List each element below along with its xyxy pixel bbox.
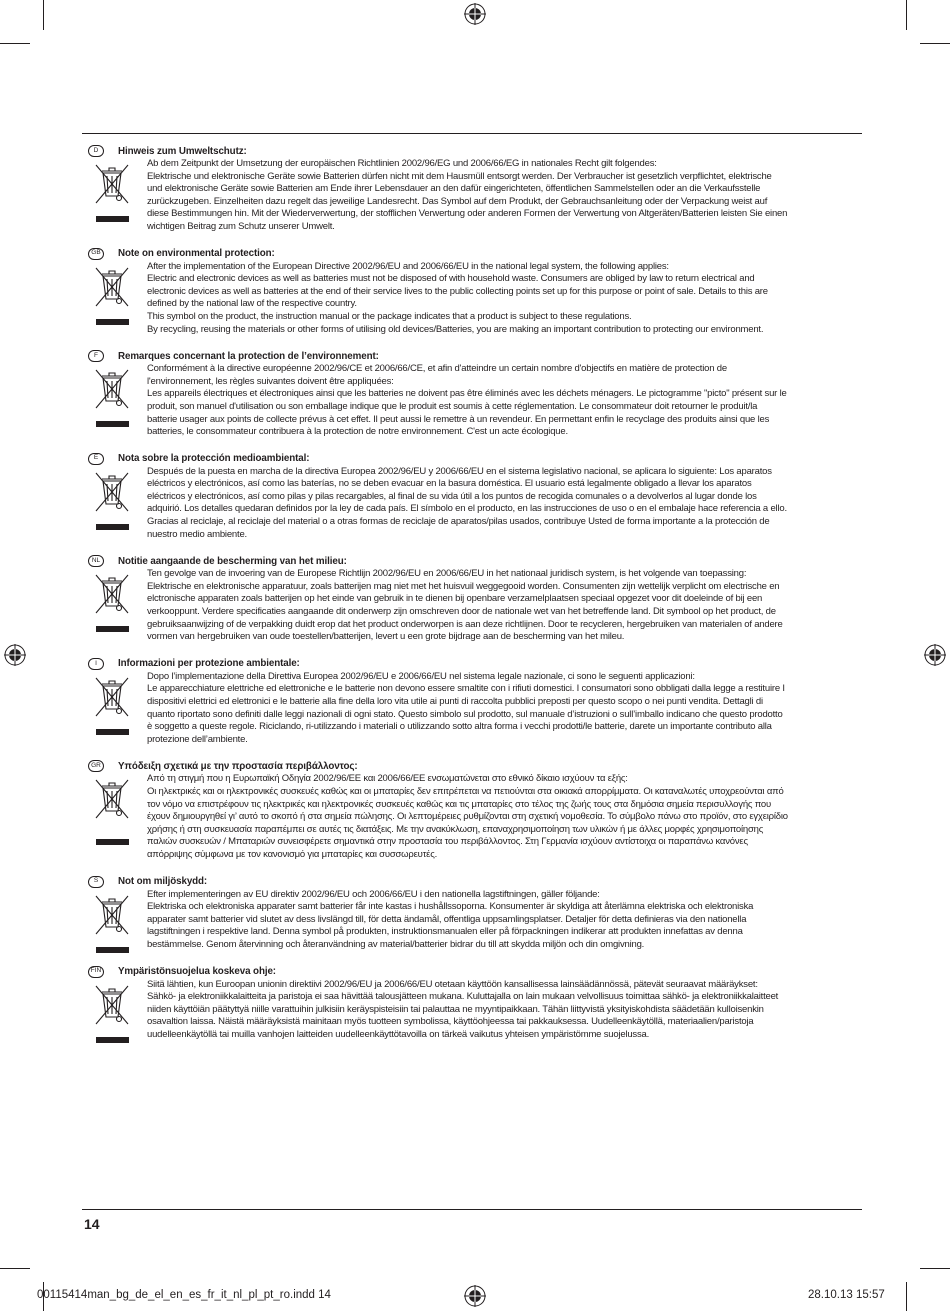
country-code-badge: S [88, 876, 104, 888]
section-title: Hinweis zum Umweltschutz: [118, 145, 247, 157]
section-body [82, 363, 788, 439]
weee-symbol [82, 466, 147, 542]
paragraph: Les appareils électriques et électroniques ainsi que les batteries ne doivent pas être éliminés avec les déchets ménagers. Le pictogramme "picto" présent sur le produit, son manuel d'utilisation ou son emballage indique que le produit est soumis à cette réglementation. Le consommateur doit retourner le produit/la batterie usager aux points de collecte prévus à cet effet. Il peut aussi le remettre à un revendeur. En permettant enfin le recyclage des produits ainsi que les batteries, le consommateur contribuera à la protection de notre environnement. C'est un acte écologique. [147, 388, 787, 438]
section-title: Not om miljöskydd: [118, 876, 208, 888]
paragraph: Efter implementeringen av EU direktiv 2002/96/EU och 2006/66/EU i den nationella lagstiftningen, gäller följande: [147, 888, 600, 900]
symbol-underbar [96, 524, 129, 530]
crossed-out-wheeled-bin-icon [92, 983, 132, 1027]
crossed-out-wheeled-bin-icon [92, 777, 132, 821]
crop-mark [920, 1268, 950, 1269]
crop-mark [0, 43, 30, 44]
paragraph: This symbol on the product, the instruction manual or the package indicates that a product is subject to these regulations. [147, 310, 632, 322]
country-code-badge: D [88, 145, 104, 157]
section-text [147, 261, 788, 337]
symbol-underbar [96, 729, 129, 735]
paragraph: Sähkö- ja elektroniikkalaitteita ja paristoja ei saa hävittää talousjätteen mukana. Kuluttajalla on lain mukaan velvollisuus toimittaa sähkö- ja elektroniikkalaitteet niiden käyttöiän päätyttyä niille varattuihin julkisiin keräyspisteisiin tai palauttaa ne myyntipaikkaan. Tähän liittyvistä yksityiskohdista säädetään kulloisenkin osavaltion laissa. Näistä määräyksistä mainitaan myös tuotteen symbolissa, käyttöohjeessa tai pakkauksessa. Uudelleenkäytöllä, materiaalien/paristoja uudelleenkäytöllä tai muilla vanhojen laitteiden uudelleenkäyttötavoilla on tärkeä vaikutus yhteisen ympäristömme suojelussa. [147, 991, 779, 1040]
section-text [147, 889, 788, 952]
top-rule [82, 133, 862, 134]
language-section [82, 658, 788, 747]
paragraph: Electric and electronic devices as well as batteries must not be disposed of with household waste. Consumers are obliged by law to return electrical and electronic devices as well as batteries at the end of their service lives to the public collecting points set up for this purpose or point of sale. Details to this are defined by the national law of the respective country. [147, 273, 768, 310]
country-code-badge: E [88, 453, 104, 465]
section-title: Note on environmental protection: [118, 248, 275, 260]
paragraph: Οι ηλεκτρικές και οι ηλεκτρονικές συσκευές καθώς και οι μπαταρίες δεν επιτρέπεται να πετιούνται στα οικιακά απορρίμματα. Οι καταναλωτές υποχρεούνται από τον νόμο να επιστρέφουν τις ηλεκτρικές και ηλεκτρονικές συσκευές καθώς και τις μπαταρίες στο τέλος της ζωής τους στα δημόσια σημεία περισυλλογής που έχουν δημιουργηθεί γι’ αυτό το σκοπό ή στα σημεία πώλησης. Οι λεπτομέρειες ρυθμίζονται στη σχετική νομοθεσία. Το σύμβολο πάνω στο προϊόν, στο εγχειρίδιο χρήσης ή στη συσκευασία παραπέμπει σε αυτές τις διατάξεις. Με την ανακύκλωση, επαναχρησιμοποίηση των υλικών ή με άλλες μορφές χρησιμοποίησης παλιών συσκευών / Μπαταριών συνεισφέρετε σημαντικά στην προστασία του περιβάλλοντος. Στη Γερμανία ισχύουν αντίστοιχα οι παραπάνω κανόνες απόρριψης σύμφωνα με τον κανονισμό για μπαταρίες και συσσωρευτές. [147, 785, 788, 860]
section-title: Υπόδειξη σχετικά με την προστασία περιβάλλοντος: [118, 760, 358, 772]
section-text [147, 158, 788, 234]
section-title: Informazioni per protezione ambientale: [118, 658, 300, 670]
registration-mark-icon [4, 644, 26, 666]
section-heading [82, 453, 788, 465]
footer-date: 28.10.13 15:57 [808, 1289, 885, 1301]
country-code-badge: NL [88, 555, 104, 567]
crossed-out-wheeled-bin-icon [92, 162, 132, 206]
language-section [82, 760, 788, 861]
section-text [147, 363, 788, 439]
section-title: Remarques concernant la protection de l’environnement: [118, 350, 379, 362]
crossed-out-wheeled-bin-icon [92, 675, 132, 719]
country-code-badge: GR [88, 760, 104, 772]
language-section [82, 145, 788, 234]
weee-symbol [82, 158, 147, 234]
section-heading [82, 248, 788, 260]
weee-symbol [82, 568, 147, 644]
section-text [147, 979, 788, 1042]
crop-mark [920, 43, 950, 44]
bottom-rule [82, 1209, 862, 1210]
crop-mark [906, 0, 907, 30]
section-heading [82, 555, 788, 567]
page-number: 14 [84, 1216, 100, 1232]
paragraph: Ten gevolge van de invoering van de Europese Richtlijn 2002/96/EU en 2006/66/EU in het nationaal juridisch system, is het volgende van toepassing: [147, 568, 747, 580]
section-body [82, 671, 788, 747]
section-body [82, 979, 788, 1042]
paragraph: After the implementation of the European Directive 2002/96/EU and 2006/66/EU in the national legal system, the following applies: [147, 260, 669, 272]
country-code-badge: I [88, 658, 104, 670]
language-section [82, 350, 788, 439]
section-text [147, 568, 788, 644]
crop-mark [43, 0, 44, 30]
section-body [82, 466, 788, 542]
paragraph: Elektriska och elektroniska apparater samt batterier får inte kastas i hushållssoporna. Konsumenter är skyldiga att återlämna elektriska och elektroniska apparater samt batterier vid slutet av dess livslängd till, för detta ändamål, offentliga uppsamlingsplatser. Detaljer för detta definieras via den nationella lagstiftningen i respektive land. Denna symbol på produkten, instruktionsmanualen eller på förpackningen indikerar att produkten innefattas av denna bestämmelse. Genom återvinning och återanvändning av material/batterier bidrar du till att skydda miljön och din omgivning. [147, 901, 754, 950]
section-body [82, 889, 788, 952]
section-heading [82, 145, 788, 157]
section-title: Ympäristönsuojelua koskeva ohje: [118, 966, 276, 977]
paragraph: Ab dem Zeitpunkt der Umsetzung der europäischen Richtlinien 2002/96/EG und 2006/66/EG in nationales Recht gilt folgendes: [147, 158, 657, 169]
crop-mark [906, 1282, 907, 1311]
section-heading [82, 876, 788, 888]
language-section [82, 876, 788, 952]
paragraph: Le apparecchiature elettriche ed elettroniche e le batterie non devono essere smaltite con i rifiuti domestici. I consumatori sono obbligati dalla legge a restituire I dispositivi elettrici ed elettronici e le batterie alla fine della loro vita utile ai punti di raccolta pubblici preposti per questo scopo o nei punti vendita. Dettagli di quanto riportato sono definiti dalle leggi nazionali di ogni stato. Questo simbolo sul prodotto, sul manuale d’istruzioni o sull’imballo indicano che questo prodotto è soggetto a queste regole. Riciclando, ri-utilizzando i materiali o utilizzando sotto altra forma i vecchi prodotti/le batterie, darete un importante contributo alla protezione dell’ambiente. [147, 683, 785, 745]
paragraph: By recycling, reusing the materials or other forms of utilising old devices/Batteries, you are making an important contribution to protecting our environment. [147, 323, 764, 335]
paragraph: Elektrische en elektronische apparatuur, zoals batterijen mag niet met het huisvuil weggegooid worden. Consumenten zijn wettelijk verplicht om electrische en elctronische apparaten zoals batterijen op het einde van gebruik in te dienen bij openbare verzamelplaatsen speciaal opgezet voor dit doeleinde of bij een verkooppunt. Verdere specificaties aangaande dit onderwerp zijn omschreven door de nationale wet van het betreffende land. Dit symbool op het product, de gebruiksaanwijzing of de verpakking duidt erop dat het product onderworpen is aan deze richtlijnen. Door te recycleren, hergebruiken van materialen of andere vormen van hergebruiken van oude toestellen/batterijen, levert u een grote bijdrage aan de bescherming van het mileu. [147, 580, 783, 643]
paragraph: Dopo l’implementazione della Direttiva Europea 2002/96/EU e 2006/66/EU nel sistema legale nazionale, ci sono le seguenti applicazioni: [147, 670, 695, 682]
country-code-badge: FIN [88, 966, 104, 978]
weee-symbol [82, 773, 147, 861]
symbol-underbar [96, 1037, 129, 1043]
section-body [82, 568, 788, 644]
weee-symbol [82, 889, 147, 952]
country-code-badge: GB [88, 248, 104, 260]
section-title: Nota sobre la protección medioambiental: [118, 453, 310, 465]
language-section [82, 453, 788, 542]
symbol-underbar [96, 319, 129, 325]
section-body [82, 773, 788, 861]
weee-symbol [82, 979, 147, 1042]
environmental-notes [82, 145, 788, 1041]
symbol-underbar [96, 216, 129, 222]
paragraph: Siitä lähtien, kun Euroopan unionin direktiivi 2002/96/EU ja 2006/66/EU otetaan käyttöön kansallisessa lainsäädännössä, pätevät seuraavat määräykset: [147, 978, 758, 990]
crossed-out-wheeled-bin-icon [92, 265, 132, 309]
language-section [82, 555, 788, 644]
weee-symbol [82, 261, 147, 337]
section-heading [82, 350, 788, 362]
section-text [147, 466, 788, 542]
section-text [147, 773, 788, 861]
crossed-out-wheeled-bin-icon [92, 572, 132, 616]
registration-mark-icon [464, 1285, 486, 1307]
weee-symbol [82, 363, 147, 439]
section-heading [82, 760, 788, 772]
paragraph: Από τη στιγμή που η Ευρωπαϊκή Οδηγία 2002/96/ΕΕ και 2006/66/ΕΕ ενσωματώνεται στο εθνικό δίκαιο ισχύουν τα εξής: [147, 773, 628, 785]
country-code-badge: F [88, 350, 104, 362]
paragraph: Después de la puesta en marcha de la directiva Europea 2002/96/EU y 2006/66/EU en el sistema legislativo nacional, se aplicara lo siguiente: Los aparatos eléctricos y electrónicos, así como las baterías, no se deben evacuar en la basura doméstica. El usuario está legalmente obligado a llevar los aparatos eléctricos y electrónicos, así como pilas y pilas recargables, al final de su vida útil a los puntos de recogida comunales o a devolverlos al lugar donde los adquirió. Los detalles quedaran definidos por la ley de cada país. El símbolo en el producto, en las instrucciones de uso o en el embalaje hace referencia a ello. Gracias al reciclaje, al reciclaje del material o a otras formas de reciclaje de aparatos/pilas usados, contribuye Usted de forma importante a la protección de nuestro medio ambiente. [147, 465, 787, 540]
paragraph: Elektrische und elektronische Geräte sowie Batterien dürfen nicht mit dem Hausmüll entsorgt werden. Der Verbraucher ist gesetzlich verpflichtet, elektrische und elektronische Geräte sowie Batterien am Ende ihrer Lebensdauer an den dafür eingerichteten, öffentlichen Sammelstellen oder an die Verkaufsstelle zurückzugeben. Einzelheiten dazu regelt das jeweilige Landesrecht. Das Symbol auf dem Produkt, der Gebrauchsanleitung oder der Verpackung weist auf diese Bestimmungen hin. Mit der Wiederverwertung, der stofflichen Verwertung oder anderen Formen der Verwertung von Altgeräten/Batterien leisten Sie einen wichtigen Beitrag zum Schutz unserer Umwelt. [147, 170, 788, 232]
paragraph: Conformément à la directive européenne 2002/96/CE et 2006/66/CE, et afin d'atteindre un certain nombre d'objectifs en matière de protection de l'environnement, les règles suivantes doivent être appliquées: [147, 363, 727, 387]
weee-symbol [82, 671, 147, 747]
symbol-underbar [96, 626, 129, 632]
section-heading [82, 658, 788, 670]
section-heading [82, 966, 788, 978]
section-body [82, 261, 788, 337]
crossed-out-wheeled-bin-icon [92, 893, 132, 937]
symbol-underbar [96, 421, 129, 427]
section-text [147, 671, 788, 747]
registration-mark-icon [924, 644, 946, 666]
symbol-underbar [96, 839, 129, 845]
section-body [82, 158, 788, 234]
language-section [82, 248, 788, 337]
language-section [82, 966, 788, 1042]
crossed-out-wheeled-bin-icon [92, 470, 132, 514]
footer-file-name: 00115414man_bg_de_el_en_es_fr_it_nl_pl_pt_ro.indd 14 [37, 1289, 331, 1301]
registration-mark-icon [464, 3, 486, 25]
section-title: Notitie aangaande de bescherming van het milieu: [118, 555, 347, 567]
crop-mark [0, 1268, 30, 1269]
crossed-out-wheeled-bin-icon [92, 367, 132, 411]
symbol-underbar [96, 947, 129, 953]
